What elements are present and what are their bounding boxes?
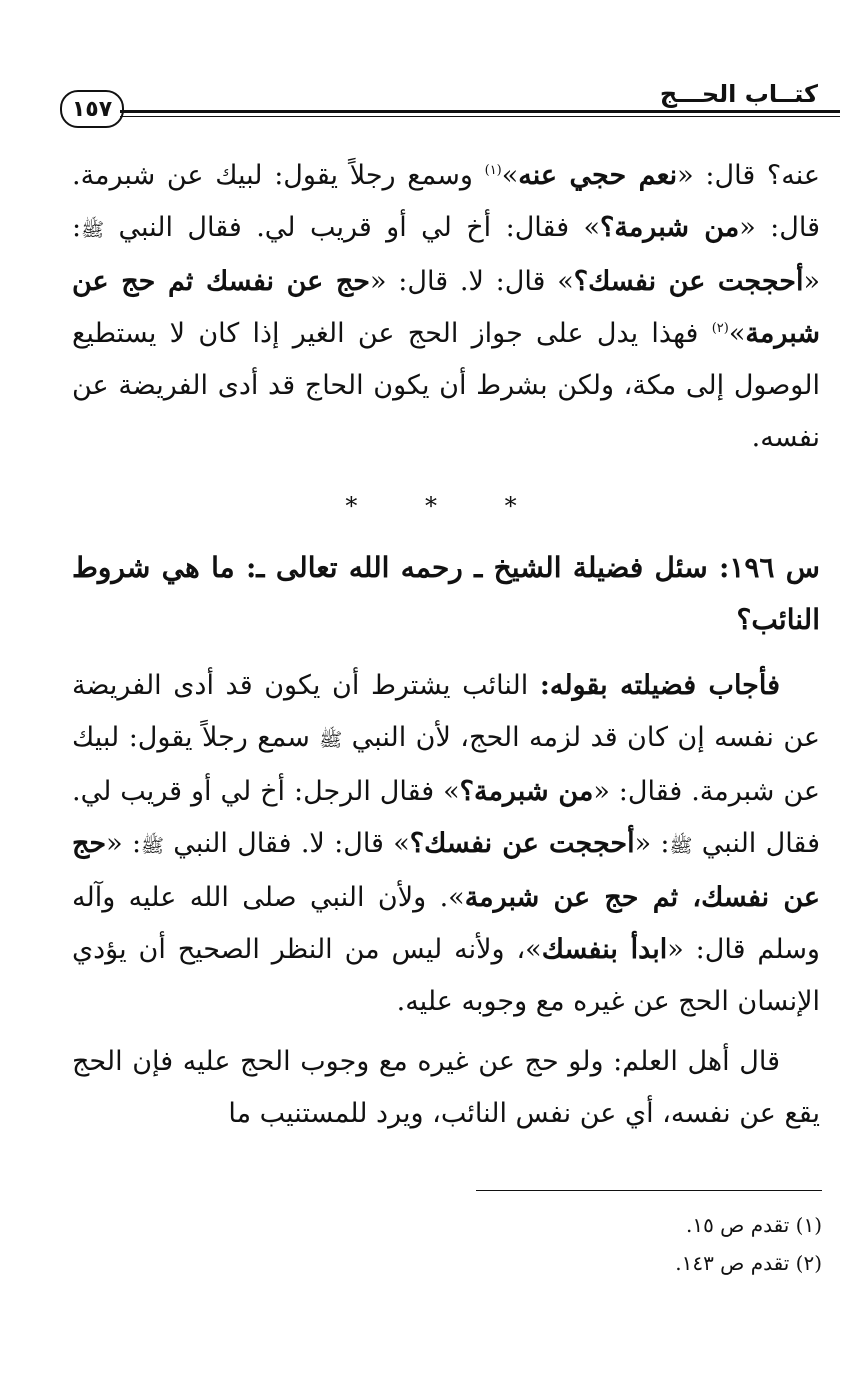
text-run: » قال: لا. فقال النبي bbox=[164, 828, 410, 859]
text-run: » فقال الرجل: أخ لي أو قريب لي. فقال النبي bbox=[72, 776, 821, 859]
footnote-1: (١) تقدم ص ١٥. bbox=[685, 1213, 822, 1237]
footnote-ref[interactable]: (١) bbox=[484, 163, 502, 178]
hadith-quote: ابدأ بنفسك bbox=[541, 934, 668, 965]
text-run: : « bbox=[634, 828, 670, 859]
section-separator: * * * bbox=[345, 492, 547, 520]
text-run: » فقال: أخ لي أو قريب لي. فقال النبي bbox=[104, 212, 601, 243]
hadith-quote: من شبرمة؟ bbox=[600, 212, 740, 243]
hadith-quote: أحججت عن نفسك؟ bbox=[573, 266, 804, 297]
paragraph-3: قال أهل العلم: ولو حج عن غيره مع وجوب الحج عليه فإن الحج يقع عن نفسه، أي عن نفس النائب، ويرد للمستنيب ما bbox=[72, 1046, 820, 1129]
question-heading: س ١٩٦: سئل فضيلة الشيخ ـ رحمه الله تعالى ـ: ما هي شروط النائب؟ bbox=[72, 551, 820, 636]
footnotes bbox=[560, 1206, 822, 1282]
text-run: وسمع رجلاً يقول: لبيك عن شبرمة. قال: « bbox=[72, 160, 820, 243]
text-run: » bbox=[501, 160, 519, 191]
footnote-rule bbox=[476, 1190, 822, 1191]
text-run: فهذا يدل على جواز الحج عن الغير إذا كان لا يستطيع الوصول إلى مكة، ولكن بشرط أن يكون الحاج قد أدى الفريضة عن نفسه. bbox=[72, 318, 820, 453]
text-run: سمع رجلاً يقول: لبيك عن شبرمة. فقال: « bbox=[72, 722, 821, 807]
text-run: » قال: لا. قال: « bbox=[369, 266, 574, 297]
hadith-quote: من شبرمة؟ bbox=[459, 776, 594, 807]
hadith-quote: حج عن نفسك، ثم حج عن شبرمة bbox=[72, 828, 820, 913]
text-run: : « bbox=[106, 828, 142, 859]
header-rule bbox=[120, 110, 840, 113]
hadith-quote: نعم حجي عنه bbox=[518, 160, 678, 191]
text-run: عنه؟ قال: « bbox=[677, 160, 820, 191]
hadith-quote: أحججت عن نفسك؟ bbox=[409, 828, 635, 859]
text-run: » bbox=[728, 318, 746, 349]
salutation-glyph: ﷺ bbox=[669, 835, 693, 857]
text-run: »، ولأنه ليس من النظر الصحيح أن يؤدي الإنسان الحج عن غيره مع وجوبه عليه. bbox=[72, 934, 820, 1017]
page-number: ١٥٧ bbox=[60, 90, 124, 128]
paragraph-1 bbox=[72, 150, 820, 464]
header-rule-thin bbox=[120, 116, 840, 117]
footnote-ref[interactable]: (٢) bbox=[711, 321, 729, 336]
footnote-2: (٢) تقدم ص ١٤٣. bbox=[675, 1251, 822, 1275]
salutation-glyph: ﷺ bbox=[81, 219, 105, 241]
answer-lead: فأجاب فضيلته بقوله: bbox=[539, 670, 781, 701]
text-run: ». ولأن النبي صلى الله عليه وآله وسلم قال: « bbox=[72, 882, 820, 965]
hadith-quote: حج عن نفسك ثم حج عن شبرمة bbox=[72, 266, 820, 349]
text-run: : « bbox=[72, 212, 820, 297]
salutation-glyph: ﷺ bbox=[319, 729, 343, 751]
salutation-glyph: ﷺ bbox=[141, 835, 164, 857]
text-run: النائب يشترط أن يكون قد أدى الفريضة عن نفسه إن كان قد لزمه الحج، لأن النبي bbox=[72, 670, 820, 753]
main-text bbox=[72, 150, 820, 1140]
chapter-title: كتــاب الحـــج bbox=[659, 80, 818, 108]
running-header bbox=[60, 78, 840, 128]
answer-paragraph bbox=[72, 660, 820, 1028]
